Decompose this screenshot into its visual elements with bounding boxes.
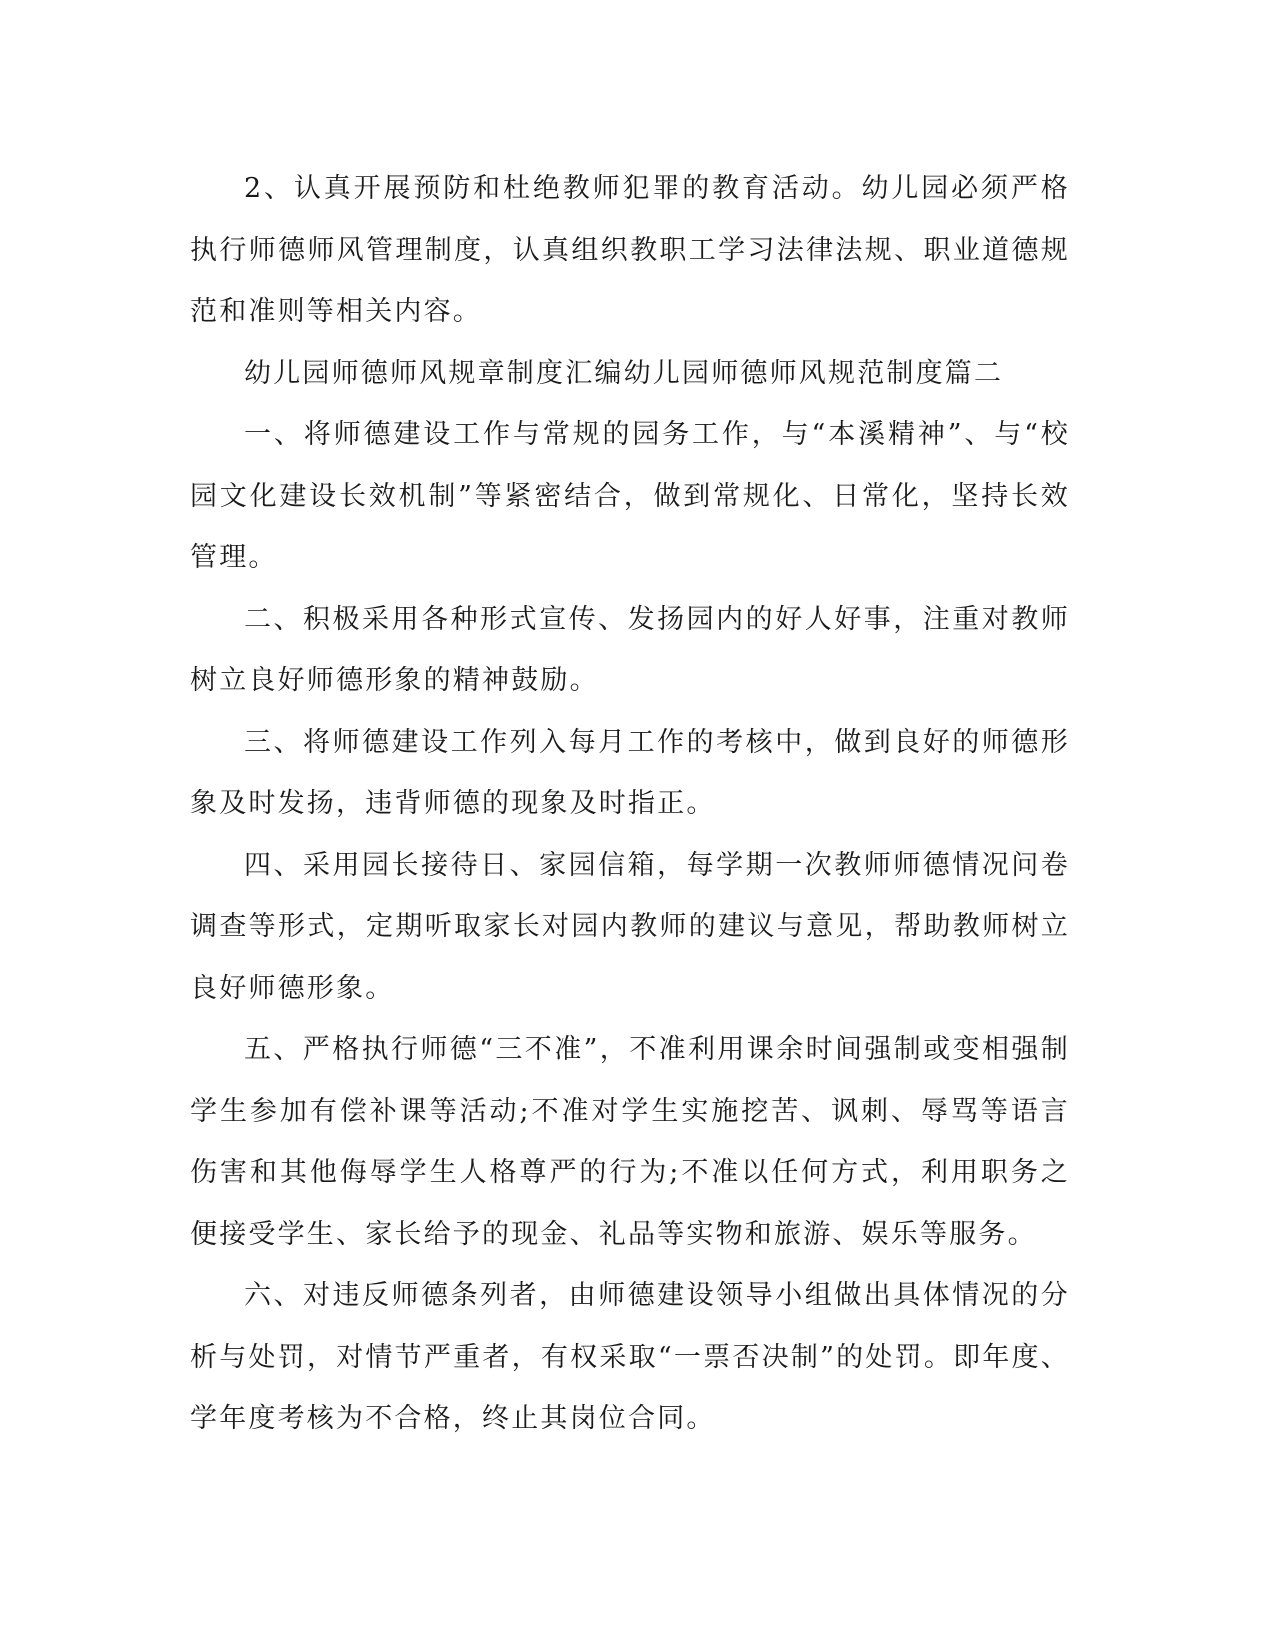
document-body bbox=[190, 158, 1070, 1450]
paragraph-item-4: 四、采用园长接待日、家园信箱，每学期一次教师师德情况问卷调查等形式，定期听取家长对园内教师的建议与意见，帮助教师树立良好师德形象。 bbox=[190, 849, 1070, 1004]
section-heading: 幼儿园师德师风规章制度汇编幼儿园师德师风规范制度篇二 bbox=[244, 357, 1004, 389]
paragraph-item-6: 六、对违反师德条列者，由师德建设领导小组做出具体情况的分析与处罚，对情节严重者，有权采取“一票否决制”的处罚。即年度、学年度考核为不合格，终止其岗位合同。 bbox=[190, 1280, 1070, 1434]
paragraph-item-3: 三、将师德建设工作列入每月工作的考核中，做到良好的师德形象及时发扬，违背师德的现象及时指正。 bbox=[190, 726, 1070, 819]
paragraph-item-2: 二、积极采用各种形式宣传、发扬园内的好人好事，注重对教师树立良好师德形象的精神鼓励。 bbox=[190, 603, 1070, 696]
paragraph-item-1: 一、将师德建设工作与常规的园务工作，与“本溪精神”、与“校园文化建设长效机制”等紧密结合，做到常规化、日常化，坚持长效管理。 bbox=[190, 419, 1070, 573]
paragraph-item-5: 五、严格执行师德“三不准”，不准利用课余时间强制或变相强制学生参加有偿补课等活动;不准对学生实施挖苦、讽刺、辱骂等语言伤害和其他侮辱学生人格尊严的行为;不准以任何方式，利用职务之便接受学生、家长给予的现金、礼品等实物和旅游、娱乐等服务。 bbox=[190, 1034, 1070, 1250]
paragraph-crime-prevention: 2、认真开展预防和杜绝教师犯罪的教育活动。幼儿园必须严格执行师德师风管理制度，认真组织教职工学习法律法规、职业道德规范和准则等相关内容。 bbox=[190, 173, 1070, 327]
